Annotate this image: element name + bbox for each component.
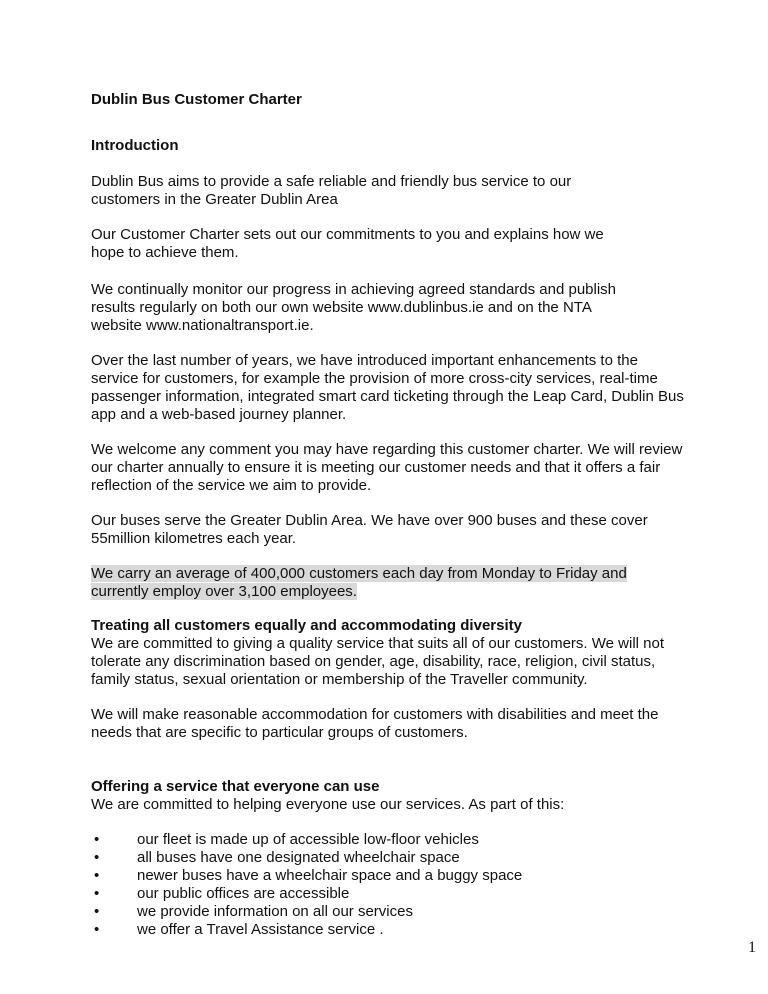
paragraph: Our buses serve the Greater Dublin Area. We have over 900 buses and these cover 55million kilometres each year. — [91, 512, 648, 547]
list-item-text: our public offices are accessible — [137, 885, 350, 902]
list-item-text: we offer a Travel Assistance service . — [137, 921, 384, 938]
list-item-text: all buses have one designated wheelchair space — [137, 849, 460, 866]
bullet-icon: • — [94, 867, 100, 884]
list-item-text: we provide information on all our services — [137, 903, 413, 920]
highlight: We carry an average of 400,000 customers each day from Monday to Friday and currently employ over 3,100 employees. — [91, 565, 627, 600]
page-number: 1 — [748, 939, 756, 956]
paragraph: Dublin Bus aims to provide a safe reliable and friendly bus service to our customers in the Greater Dublin Area — [91, 173, 572, 208]
list-item — [91, 849, 691, 867]
paragraph: We are committed to giving a quality service that suits all of our customers. We will not tolerate any discrimination based on gender, age, disability, race, religion, civil status, family status, sexual orientation or membership of the Traveller community. — [91, 635, 665, 688]
accessibility-list — [91, 831, 691, 939]
highlighted-paragraph — [91, 565, 671, 601]
section-heading-accessibility: Offering a service that everyone can use — [91, 778, 380, 795]
document-title: Dublin Bus Customer Charter — [91, 91, 302, 108]
section-heading-diversity: Treating all customers equally and accommodating diversity — [91, 617, 522, 634]
list-item — [91, 867, 691, 885]
paragraph: We will make reasonable accommodation for customers with disabilities and meet the needs that are specific to particular groups of customers. — [91, 706, 659, 741]
paragraph: Our Customer Charter sets out our commitments to you and explains how we hope to achieve them. — [91, 226, 604, 261]
list-item — [91, 831, 691, 849]
paragraph: We continually monitor our progress in achieving agreed standards and publish results regularly on both our own website www.dublinbus.ie and on the NTA website www.nationaltransport.ie. — [91, 281, 617, 334]
intro-heading: Introduction — [91, 137, 179, 154]
paragraph: Over the last number of years, we have introduced important enhancements to the service for customers, for example the provision of more cross-city services, real-time passenger information, integrated smart card ticketing through the Leap Card, Dublin Bus app and a web-based journey planner. — [91, 352, 684, 423]
list-item-text: our fleet is made up of accessible low-floor vehicles — [137, 831, 479, 848]
bullet-icon: • — [94, 849, 100, 866]
bullet-icon: • — [94, 921, 100, 938]
bullet-icon: • — [94, 903, 100, 920]
paragraph: We welcome any comment you may have regarding this customer charter. We will review our charter annually to ensure it is meeting our customer needs and that it offers a fair reflection of the service we aim to provide. — [91, 441, 683, 494]
bullet-icon: • — [94, 885, 100, 902]
list-item — [91, 921, 691, 939]
list-item — [91, 903, 691, 921]
bullet-icon: • — [94, 831, 100, 848]
list-item-text: newer buses have a wheelchair space and a buggy space — [137, 867, 523, 884]
list-item — [91, 885, 691, 903]
paragraph: We are committed to helping everyone use our services. As part of this: — [91, 796, 565, 813]
